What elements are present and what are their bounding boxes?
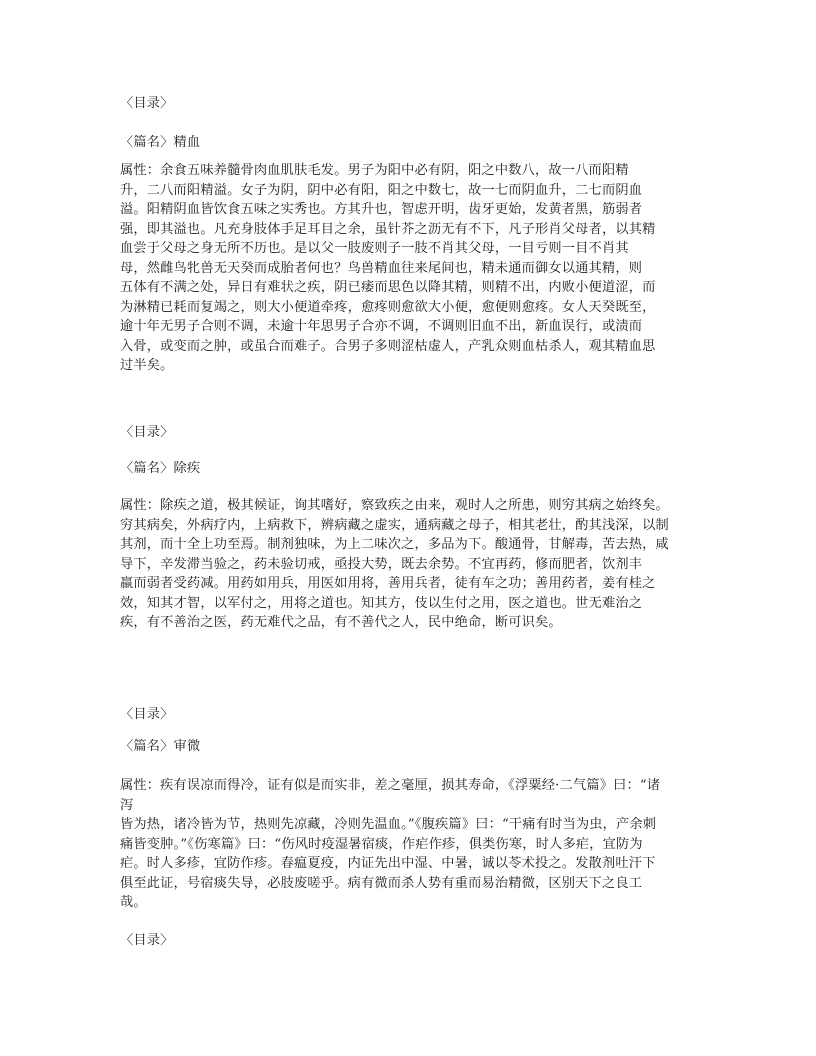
chapter-body — [120, 776, 705, 913]
body-line: 母，然雌鸟牝兽无天癸而成胎者何也？鸟兽精血往来尾间也，精未通而御女以通其精，则 — [120, 260, 643, 276]
body-line: 属性：余食五味养髓骨肉血肌肤毛发。男子为阳中必有阴，阳之中数八，故一八而阳精 — [120, 163, 629, 178]
chapter-title: 〈篇名〉审微 — [120, 739, 201, 754]
toc-heading: 〈目录〉 — [120, 96, 174, 111]
body-line: 溢。阳精阴血皆饮食五味之实秀也。方其升也，智虑开明，齿牙更始，发黄者黑，筋弱者 — [120, 202, 643, 217]
body-line: 强，即其溢也。凡充身肢体手足耳目之余，虽针芥之沥无有不下，凡子形肖父母者，以其精 — [120, 221, 656, 237]
body-line: 疾，有不善治之医，药无难代之品，有不善代之人，民中绝命，断可识矣。 — [120, 615, 562, 630]
chapter-body — [120, 496, 705, 633]
body-line: 导下，辛发滞当验之，药未验切戒，亟投大势，既去余势。不宜再药，修而肥者，饮剂丰 — [120, 556, 643, 572]
toc-heading: 〈目录〉 — [120, 933, 174, 948]
chapter-title: 〈篇名〉精血 — [120, 135, 201, 150]
body-line: 为淋精已耗而复竭之，则大小便道牵疼，愈疼则愈欲大小便，愈便则愈疼。女人天癸既至， — [120, 299, 656, 315]
body-line: 属性：疾有误凉而得冷，证有似是而实非，差之毫厘，损其寿命，《浮粟经·二气篇》曰：“诸 — [120, 778, 661, 793]
toc-heading: 〈目录〉 — [120, 707, 174, 722]
body-line: 过半矣。 — [120, 358, 174, 373]
body-line: 血尝于父母之身无所不历也。是以父一肢废则子一肢不肖其父母，一目亏则一目不肖其 — [120, 241, 629, 256]
body-line: 疟。时人多疹，宜防作疹。春瘟夏疫，内证先出中湿、中暑，诚以苓术投之。发散剂吐汗下 — [120, 856, 656, 871]
body-line: 羸而弱者受药减。用药如用兵，用医如用将，善用兵者，徒有车之功；善用药者，姜有桂之 — [120, 576, 656, 591]
body-line: 属性：除疾之道，极其候证，询其嗜好，察致疾之由来，观时人之所患，则穷其病之始终矣。 — [120, 498, 669, 513]
body-line: 泻 — [120, 797, 134, 813]
body-line: 其剂，而十全上功至焉。制剂独味，为上二味次之，多品为下。酸通骨，甘解毒，苦去热，咸 — [120, 537, 669, 552]
body-line: 俱至此证，号宿痰失导，必肢废嗟乎。病有微而杀人势有重而易治精微，区别天下之良工 — [120, 875, 643, 891]
body-line: 皆为热，诸冷皆为节，热则先凉藏，冷则先温血。”《腹疾篇》曰：“干痛有时当为虫，产余刺 — [120, 817, 657, 832]
toc-heading: 〈目录〉 — [120, 425, 174, 440]
body-line: 穷其病矣，外病疗内，上病救下，辨病藏之虚实，通病藏之母子，相其老壮，酌其浅深，以制 — [120, 517, 669, 533]
body-line: 痛皆变肿。”《伤寒篇》曰：“伤风时疫湿暑宿痰，作疟作疹，俱类伤寒，时人多疟，宜防为 — [120, 836, 643, 852]
chapter-title: 〈篇名〉除疾 — [120, 461, 201, 476]
body-line: 逾十年无男子合则不调，未逾十年思男子合亦不调，不调则旧血不出，新血误行，或渍而 — [120, 319, 643, 334]
body-line: 效，知其才智，以军付之，用将之道也。知其方，伎以生付之用，医之道也。世无难治之 — [120, 595, 643, 611]
body-line: 升，二八而阳精溢。女子为阴，阴中必有阳，阳之中数七，故一七而阴血升，二七而阴血 — [120, 182, 643, 198]
body-line: 五体有不满之处，异日有难状之疾，阴已痿而思色以降其精，则精不出，内败小便道涩，而 — [120, 280, 656, 295]
body-line: 哉。 — [120, 895, 147, 910]
body-line: 入骨，或变而之肿，或虽合而难子。合男子多则涩枯虚人，产乳众则血枯杀人，观其精血思 — [120, 338, 656, 354]
chapter-body — [120, 161, 705, 376]
